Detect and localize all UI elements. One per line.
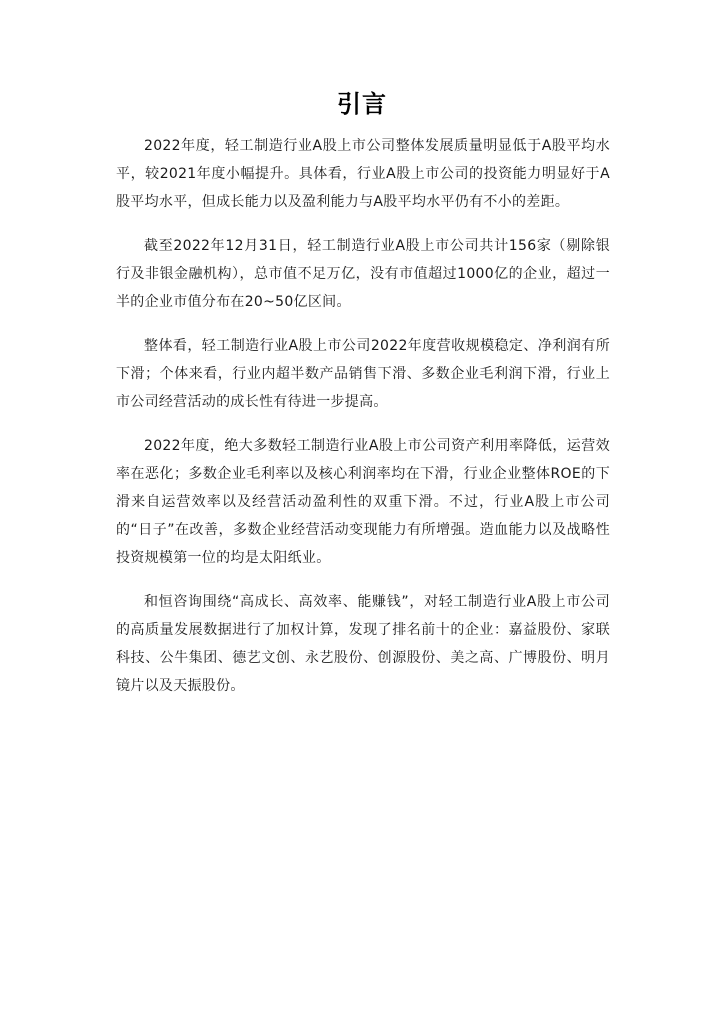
paragraph-2: 截至2022年12月31日，轻工制造行业A股上市公司共计156家（剔除银行及非银金融机构），总市值不足万亿，没有市值超过1000亿的企业，超过一半的企业市值分布在20~50亿区间。: [116, 238, 610, 310]
document-body: [116, 132, 610, 716]
paragraph-3: 整体看，轻工制造行业A股上市公司2022年度营收规模稳定、净利润有所下滑；个体来看，行业内超半数产品销售下滑、多数企业毛利润下滑，行业上市公司经营活动的成长性有待进一步提高。: [116, 338, 610, 410]
page-title: 引言: [337, 90, 387, 118]
paragraph-4: 2022年度，绝大多数轻工制造行业A股上市公司资产利用率降低，运营效率在恶化；多数企业毛利率以及核心利润率均在下滑，行业企业整体ROE的下滑来自运营效率以及经营活动盈利性的双重下滑。不过，行业A股上市公司的“日子”在改善，多数企业经营活动变现能力有所增强。造血能力以及战略性投资规模第一位的均是太阳纸业。: [116, 438, 610, 566]
paragraph-5: 和恒咨询围绕“高成长、高效率、能赚钱”，对轻工制造行业A股上市公司的高质量发展数据进行了加权计算，发现了排名前十的企业：嘉益股份、家联科技、公牛集团、德艺文创、永艺股份、创源股份、美之高、广博股份、明月镜片以及天振股份。: [116, 594, 610, 694]
paragraph-1: 2022年度，轻工制造行业A股上市公司整体发展质量明显低于A股平均水平，较2021年度小幅提升。具体看，行业A股上市公司的投资能力明显好于A股平均水平，但成长能力以及盈利能力与A股平均水平仍有不小的差距。: [116, 138, 610, 210]
